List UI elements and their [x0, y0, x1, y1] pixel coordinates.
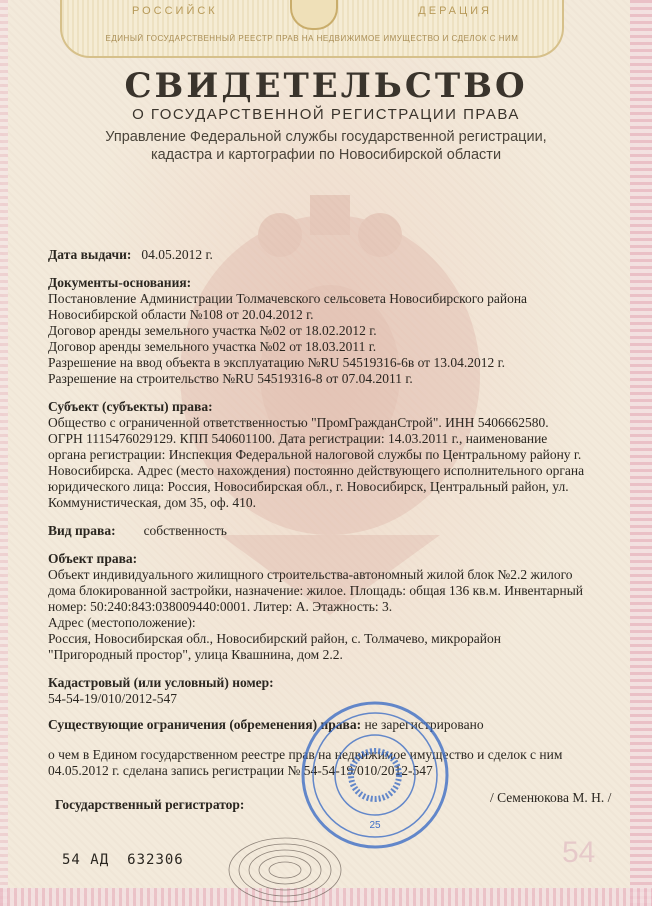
document-line: Договор аренды земельного участка №02 от 18.03.2011 г. — [48, 339, 377, 354]
serial-number: 632306 — [127, 852, 184, 868]
right-type-value: собственность — [143, 523, 227, 538]
document-line: Договор аренды земельного участка №02 от 18.02.2012 г. — [48, 323, 377, 338]
guilloche-rosette-icon — [225, 830, 345, 906]
subject-line: юридического лица: Россия, Новосибирская обл., г. Новосибирск, Центральный район, ул. — [48, 479, 569, 494]
document-line: Разрешение на ввод объекта в эксплуатацию №RU 54519316-6в от 13.04.2012 г. — [48, 355, 505, 370]
banner-registry-line: ЕДИНЫЙ ГОСУДАРСТВЕННЫЙ РЕЕСТР ПРАВ НА НЕДВИЖИМОЕ ИМУЩЕСТВО И СДЕЛОК С НИМ — [105, 34, 519, 43]
official-seal-icon — [290, 700, 460, 850]
coat-of-arms-icon — [290, 0, 338, 30]
subject-line: органа регистрации: Инспекция Федеральной налоговой службы по Центральному району г. — [48, 447, 582, 462]
cadastral-label: Кадастровый (или условный) номер: — [48, 675, 274, 690]
object-label: Объект права: — [48, 551, 138, 566]
documents-label: Документы-основания: — [48, 275, 192, 290]
object-line: Россия, Новосибирская обл., Новосибирский район, с. Толмачево, микрорайон — [48, 631, 501, 646]
right-type-label: Вид права: — [48, 523, 116, 538]
object-line: дома блокированной застройки, назначение: жилое. Площадь: общая 136 кв.м. Инвентарный — [48, 583, 584, 598]
record-line: 04.05.2012 г. сделана запись регистрации № 54-54-19/010/2012-547 — [48, 763, 433, 778]
subject-section — [48, 399, 608, 511]
subject-line: Коммунистическая, дом 35, оф. 410. — [48, 495, 257, 510]
issue-date-value: 04.05.2012 г. — [141, 247, 213, 262]
object-line: номер: 50:240:843:038009440:0001. Литер: А. Этажность: 3. — [48, 599, 393, 614]
serial-series: 54 АД — [62, 852, 110, 868]
corner-region-number: 54 — [562, 836, 596, 869]
banner-left-text: РОССИЙСК — [132, 5, 218, 17]
document-line: Постановление Администрации Толмачевского сельсовета Новосибирского района — [48, 291, 528, 306]
banner-right-text: ДЕРАЦИЯ — [418, 5, 492, 17]
document-line: Разрешение на строительство №RU 54519316-8 от 07.04.2011 г. — [48, 371, 413, 386]
subject-line: ОГРН 1115476029129. КПП 540601100. Дата регистрации: 14.03.2011 г., наименование — [48, 431, 548, 446]
encumbrance-label: Существующие ограничения (обременения) права: — [48, 717, 362, 732]
registrar-name: / Семенюкова М. Н. / — [490, 790, 612, 805]
subject-line: Новосибирска. Адрес (место нахождения) постоянно действующего исполнительного органа — [48, 463, 585, 478]
form-serial-number — [62, 852, 184, 868]
page-title: СВИДЕТЕЛЬСТВО — [124, 66, 528, 106]
object-line: "Пригородный простор", улица Квашнина, дом 2.2. — [48, 647, 343, 662]
agency-line: кадастра и картографии по Новосибирской области — [150, 147, 502, 163]
page-subtitle: О ГОСУДАРСТВЕННОЙ РЕГИСТРАЦИИ ПРАВА — [132, 106, 520, 123]
object-line: Объект индивидуального жилищного строительства-автономный жилой блок №2.2 жилого — [48, 567, 573, 582]
document-line: Новосибирской области №108 от 20.04.2012 г. — [48, 307, 314, 322]
object-section — [48, 551, 608, 663]
issue-date-row — [48, 247, 608, 263]
documents-section — [48, 275, 608, 387]
agency-line: Управление Федеральной службы государственной регистрации, — [105, 129, 547, 145]
agency-name — [0, 128, 652, 164]
registrar-label: Государственный регистратор: — [55, 797, 245, 812]
subject-line: Общество с ограниченной ответственностью "ПромГражданСтрой". ИНН 5406662580. — [48, 415, 549, 430]
subject-label: Субъект (субъекты) права: — [48, 399, 213, 414]
issue-date-label: Дата выдачи: — [48, 247, 132, 262]
header-banner — [60, 0, 564, 58]
right-type-row — [48, 523, 608, 539]
seal-number: 25 — [369, 820, 381, 831]
encumbrance-value: не зарегистрировано — [364, 717, 484, 732]
object-line: Адрес (местоположение): — [48, 615, 196, 630]
record-line: о чем в Едином государственном реестре прав на недвижимое имущество и сделок с ним — [48, 747, 563, 762]
cadastral-value: 54-54-19/010/2012-547 — [48, 691, 177, 706]
